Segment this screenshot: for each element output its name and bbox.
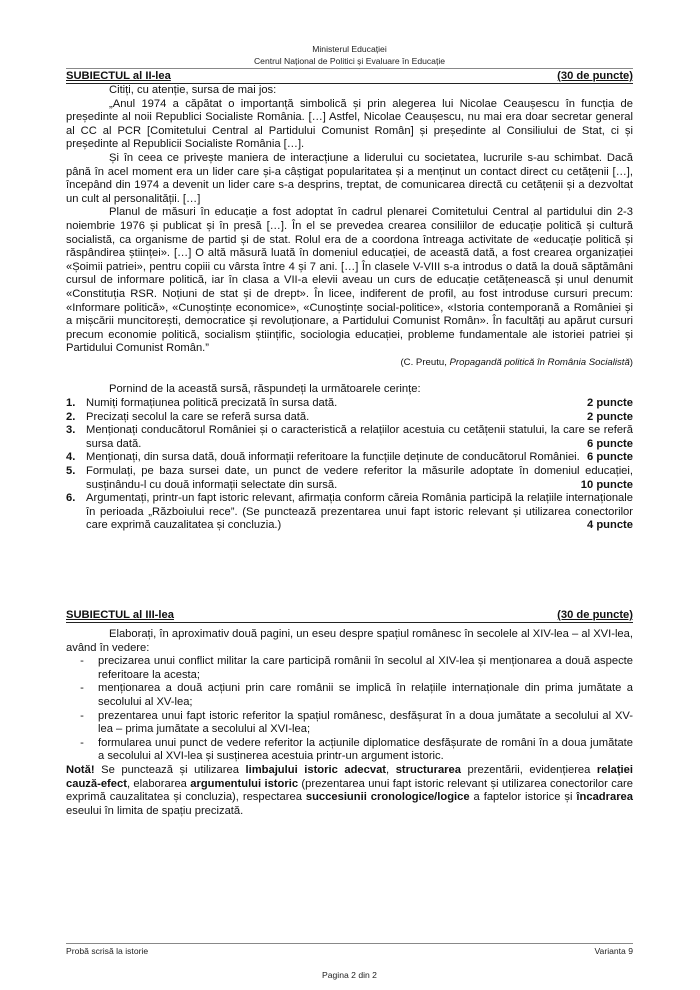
subject-2-title: SUBIECTUL al II-lea <box>66 70 171 82</box>
grading-note <box>66 764 633 818</box>
note-text: eseului în limita de spațiu precizată. <box>66 804 244 817</box>
question-item <box>66 492 633 533</box>
question-points: 2 puncte <box>586 397 633 410</box>
citation-end: ) <box>629 356 633 368</box>
question-text: Argumentați, printr-un fapt istoric relevant, afirmația conform căreia România participă la relațiile internaționale în perioada „Războiului rece”. (Se punctează prezentarea unui fapt istoric relevant și utilizarea conectorilor care exprimă cauzalitatea și concluzia.) <box>86 492 633 532</box>
question-text: Menționați conducătorul României și o caracteristică a relațiilor acestuia cu cetățenii statului, la care se referă sursa dată. <box>86 424 633 450</box>
citation-title: Propagandă politică în România Socialistă <box>449 356 630 368</box>
note-text: (prezentarea unui fapt istoric relevant și utilizarea conectorilor care exprimă cauzalitatea și concluzia), respectarea <box>66 777 633 804</box>
note-emphasis: succesiunii cronologice/logice <box>305 791 470 804</box>
requirement-text: menționarea a două acțiuni prin care românii se implică în relațiile internaționale din prima jumătate a secolului al XV-lea; <box>98 682 633 708</box>
footer-exam-name: Probă scrisă la istorie <box>66 946 149 956</box>
bullet-dash: - <box>80 682 84 695</box>
question-number: 6. <box>66 492 76 505</box>
requirement-text: precizarea unui conflict militar la care participă românii în secolul al XIV-lea și menționarea a două aspecte referitoare la acesta; <box>98 655 633 681</box>
question-item <box>66 451 633 465</box>
question-points: 2 puncte <box>586 410 633 423</box>
question-item <box>66 411 633 425</box>
header-divider <box>66 68 633 69</box>
citation-author: (C. Preutu, <box>400 356 450 368</box>
page-footer <box>66 946 633 956</box>
essay-requirement <box>66 710 633 737</box>
question-points: 6 puncte <box>586 451 633 464</box>
essay-requirement <box>66 737 633 764</box>
question-number: 5. <box>66 465 76 478</box>
subject-2-body <box>66 84 633 533</box>
source-paragraph: „Anul 1974 a căpătat o importanță simbolică și prin alegerea lui Nicolae Ceaușescu în funcția de președinte al noii Republici Socialiste România. […] Astfel, Nicolae Ceaușescu, nu mai era doar secretar general al CC al PCR [Comitetului Central al Partidului Comunist Român] și președinte al Consiliului de Stat, ci și președinte al Republicii Socialiste România […]. <box>66 97 633 151</box>
source-citation <box>66 356 633 370</box>
question-item <box>66 424 633 451</box>
note-emphasis: structurarea <box>395 763 461 776</box>
subject-3-title: SUBIECTUL al III-lea <box>66 609 174 621</box>
essay-requirement <box>66 655 633 682</box>
question-item <box>66 397 633 411</box>
bullet-dash: - <box>80 709 84 722</box>
subject-2-heading <box>66 70 633 83</box>
requirement-text: prezentarea unui fapt istoric referitor la spațiul românesc, desfășurat în a doua jumătate a secolului al XV-lea – prima jumătate a secolului al XVI-lea; <box>98 709 633 736</box>
question-text: Formulați, pe baza sursei date, un punct de vedere referitor la măsurile adoptate în domeniul educației, susținându-l cu două informații selectate din sursă. <box>86 465 633 491</box>
note-text: Se punctează și utilizarea <box>94 763 246 776</box>
footer-divider <box>66 943 633 944</box>
subject-3-points: (30 de puncte) <box>557 609 633 621</box>
subject-3-heading <box>66 609 633 622</box>
question-text: Numiți formațiunea politică precizată în sursa dată. <box>86 397 338 410</box>
footer-variant: Varianta 9 <box>594 946 633 956</box>
note-text: a faptelor istorice și <box>469 791 577 804</box>
essay-intro: Elaborați, în aproximativ două pagini, un eseu despre spațiul românesc în secolele al XIV-lea – al XVI-lea, având în vedere: <box>66 628 633 654</box>
source-intro: Citiți, cu atenție, sursa de mai jos: <box>109 84 277 96</box>
note-text: prezentării, evidențierea <box>460 763 597 776</box>
bullet-dash: - <box>80 736 84 749</box>
task-intro: Pornind de la această sursă, răspundeți la următoarele cerințe: <box>109 383 421 396</box>
question-text: Precizați secolul la care se referă sursa dată. <box>86 410 310 423</box>
subject-2-points: (30 de puncte) <box>557 70 633 82</box>
source-paragraph: Planul de măsuri în educație a fost adoptat în cadrul plenarei Comitetului Central al partidului din 2-3 noiembrie 1976 și publicat și în presă […]. În el se prevedea crearea consiliilor de educație politică și cultură socialistă, ca organisme de partid și de stat. Rolul era de a coordona întreaga activitate de «educație politică și răspândirea științei». […] O altă măsură luată în domeniul educației, de această dată, a fost crearea organizației «Șoimii patriei», pentru copiii cu vârsta între 4 și 7 ani. […] În clasele V-VIII s-a introdus o dată la două săptămâni cursul de informare politică, iar în clasa a VII-a elevii aveau un curs de educație cetățenească și unul denumit «Constituția RSR. Noțiuni de stat și de drept». În licee, indiferent de profil, au fost introduse cursuri precum: «Informare politică», «Cunoștințe economice», «Cunoștințe social-politice», «Istoria contemporană a României și a mișcării muncitorești, democratice și revoluționare, a Partidului Comunist Român». În facultăți au apărut cursuri precum economie politică, socialism științific, sociologia educației, probleme fundamentale ale istoriei patriei și Partidului Comunist Român.” <box>66 206 633 355</box>
question-points: 10 puncte <box>580 478 633 491</box>
page-header <box>66 44 633 67</box>
question-number: 3. <box>66 424 76 437</box>
header-center: Centrul Național de Politici și Evaluare în Educație <box>253 55 446 66</box>
requirement-text: formularea unui punct de vedere referitor la acțiunile diplomatice desfășurate de români în a doua jumătate a secolului al XVI-lea și susținerea acestuia printr-un argument istoric. <box>98 736 633 763</box>
note-label: Notă! <box>66 763 95 776</box>
question-number: 1. <box>66 397 76 410</box>
essay-requirement <box>66 682 633 709</box>
question-points: 6 puncte <box>586 437 633 450</box>
note-text: , <box>386 763 396 776</box>
note-text: , elaborarea <box>126 777 191 790</box>
subject-3-divider <box>66 622 633 623</box>
bullet-dash: - <box>80 655 84 668</box>
question-number: 2. <box>66 410 76 423</box>
note-emphasis: limbajului istoric adecvat <box>245 763 387 776</box>
page-number: Pagina 2 din 2 <box>322 970 377 980</box>
question-item <box>66 465 633 492</box>
header-ministry: Ministerul Educației <box>312 44 387 54</box>
note-emphasis: încadrarea <box>576 791 633 804</box>
question-points: 4 puncte <box>586 519 633 532</box>
subject-3-body <box>66 628 633 818</box>
source-paragraph: Și în ceea ce privește maniera de interacțiune a liderului cu societatea, lucrurile s-au schimbat. Dacă până în acel moment era un lider care și-a câștigat popularitatea și a menținut un contact direct cu cetățenii […], începând din 1974 a devenit un lider care s-a desprins, treptat, de comunicarea directă cu cetățenii și a dezvoltat un cult al personalității. […] <box>66 151 633 205</box>
question-text: Menționați, din sursa dată, două informații referitoare la funcțiile deținute de conducătorul României. <box>86 451 580 464</box>
note-emphasis: relației cauză-efect <box>66 763 633 790</box>
note-emphasis: argumentului istoric <box>190 777 299 790</box>
question-number: 4. <box>66 451 76 464</box>
